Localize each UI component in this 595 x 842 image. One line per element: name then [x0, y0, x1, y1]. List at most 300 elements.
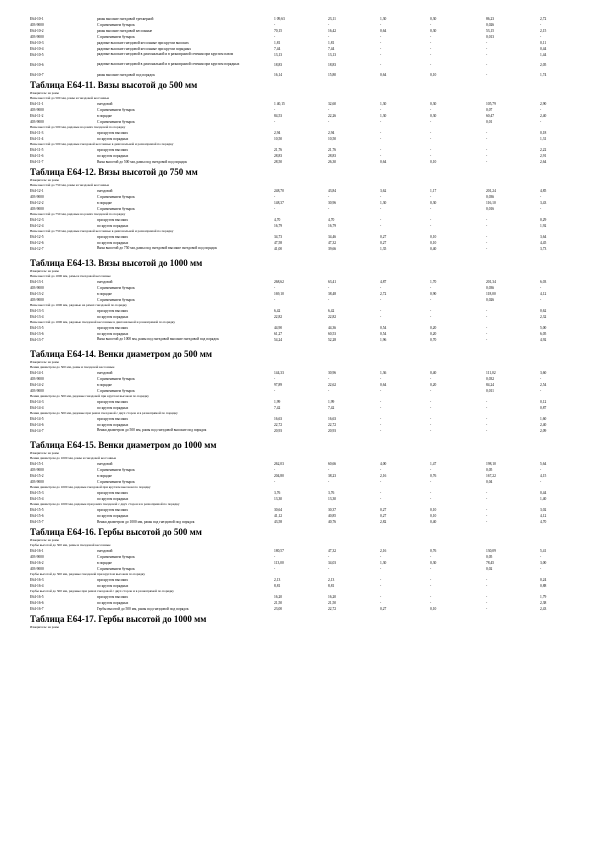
row-description: при кругом высоких: [97, 400, 129, 404]
row-value: -: [540, 389, 542, 393]
row-value: 16,20: [274, 595, 283, 599]
row-value: -: [274, 23, 276, 27]
row-code: Е64-10-7: [30, 73, 44, 77]
row-value: -: [430, 309, 432, 313]
row-value: 16,14: [274, 73, 283, 77]
row-value: -: [380, 584, 382, 588]
row-value: 0,20: [430, 383, 437, 387]
row-code: Е64-11-4: [30, 137, 44, 141]
row-value: -: [380, 137, 382, 141]
row-value: -: [430, 315, 432, 319]
row-value: -: [380, 468, 382, 472]
table-row: [30, 566, 570, 572]
row-description: по кругом порядных: [97, 497, 129, 501]
table-row: [30, 606, 570, 612]
row-value: 1,30: [380, 102, 387, 106]
row-description: по кругом порядных: [97, 154, 129, 158]
row-value: -: [328, 286, 330, 290]
row-code: 403-9000: [30, 377, 44, 381]
row-value: -: [430, 207, 432, 211]
row-description: по кругом порядных: [97, 423, 129, 427]
row-value: -: [486, 309, 488, 313]
row-value: -: [328, 35, 330, 39]
row-value: 20,93: [328, 429, 337, 433]
row-code: Е64-16-3: [30, 578, 44, 582]
row-description: при кругом высоких: [97, 417, 129, 421]
row-value: -: [380, 400, 382, 404]
row-description: по кругом порядных: [97, 514, 129, 518]
table-subheading: Вязы высотой до 750 мм, рамы и гнездовой кессонные: [30, 183, 110, 187]
table-title: Таблица Е64-16. Гербы высотой до 500 мм: [30, 527, 202, 537]
row-code: Е64-13-5: [30, 326, 44, 330]
row-code: Е64-14-1: [30, 371, 44, 375]
row-value: 3,60: [540, 371, 547, 375]
row-value: 2,64: [540, 160, 547, 164]
row-description: при кругом высоких: [97, 595, 129, 599]
row-value: 18,83: [274, 63, 283, 67]
table-section: [30, 167, 570, 256]
row-code: Е64-12-1: [30, 189, 44, 193]
table-row: [30, 136, 570, 142]
row-value: 2,16: [380, 474, 387, 478]
row-value: -: [430, 63, 432, 67]
row-value: -: [430, 23, 432, 27]
row-value: 38,23: [328, 474, 337, 478]
row-value: -: [328, 23, 330, 27]
row-value: -: [380, 63, 382, 67]
row-description: гнездовой: [97, 280, 113, 284]
row-value: 7,42: [274, 406, 281, 410]
row-description: С применением бутырок: [97, 480, 135, 484]
row-value: 0,20: [430, 326, 437, 330]
row-value: 1,44: [540, 53, 547, 57]
row-code: Е64-14-6: [30, 423, 44, 427]
row-value: 34,46: [328, 235, 337, 239]
row-value: 16,63: [328, 417, 337, 421]
row-description: С применением бутырок: [97, 468, 135, 472]
row-value: 53,15: [486, 29, 495, 33]
row-description: гнездовой: [97, 549, 113, 553]
row-value: -: [430, 224, 432, 228]
row-value: -: [380, 53, 382, 57]
row-value: -: [430, 148, 432, 152]
row-value: 2,82: [380, 520, 387, 524]
row-code: 403-9000: [30, 555, 44, 559]
row-code: Е64-12-6: [30, 241, 44, 245]
row-value: 3,02: [540, 508, 547, 512]
row-description: Венки диаметром до 1000 мм, рамы под гнездовой под порядок: [97, 520, 195, 524]
row-value: 1,36: [380, 371, 387, 375]
table-subheading: Венки диаметром до 1000 мм, рядовые гнездовой при круглом высоком по порядку: [30, 485, 151, 489]
row-value: -: [430, 584, 432, 588]
row-value: 4,85: [540, 189, 547, 193]
row-value: 6,03: [540, 280, 547, 284]
row-code: Е64-11-7: [30, 160, 44, 164]
row-code: 403-9000: [30, 468, 44, 472]
row-value: 34,03: [328, 561, 337, 565]
row-code: Е64-12-4: [30, 224, 44, 228]
row-value: 2,43: [540, 607, 547, 611]
row-value: 7,42: [328, 406, 335, 410]
row-description: в порядке: [97, 474, 112, 478]
row-value: 0,036: [486, 286, 495, 290]
row-value: -: [430, 567, 432, 571]
row-value: 0,87: [540, 406, 547, 410]
row-code: Е64-11-1: [30, 102, 44, 106]
row-value: 130,09: [486, 549, 496, 553]
row-description: С применением бутырок: [97, 207, 135, 211]
row-value: -: [540, 195, 542, 199]
row-description: в порядке: [97, 561, 112, 565]
row-code: Е64-13-1: [30, 280, 44, 284]
row-value: -: [328, 468, 330, 472]
row-value: 5,00: [540, 326, 547, 330]
row-description: по кругом порядных: [97, 601, 129, 605]
row-value: 3,76: [328, 491, 335, 495]
row-value: 0,036: [486, 195, 495, 199]
row-value: -: [380, 595, 382, 599]
row-value: 1 09,63: [274, 17, 285, 21]
row-value: 1,92: [540, 224, 547, 228]
row-code: 403-9000: [30, 195, 44, 199]
row-code: 403-9000: [30, 480, 44, 484]
row-value: 2,40: [540, 114, 547, 118]
row-value: -: [380, 601, 382, 605]
row-value: -: [430, 218, 432, 222]
row-value: 7,44: [274, 47, 281, 51]
row-value: 0,013: [486, 35, 495, 39]
table-subheading: Вязы высотой до 750 мм, рядовые на рамах гнездовой по порядку: [30, 212, 126, 216]
row-value: -: [380, 491, 382, 495]
row-value: 1,79: [540, 595, 547, 599]
row-value: 0,30: [430, 114, 437, 118]
row-value: 0,27: [380, 607, 387, 611]
row-value: 0,27: [380, 241, 387, 245]
table-row: [30, 297, 570, 303]
row-value: 0,88: [540, 584, 547, 588]
row-value: 0,10: [430, 514, 437, 518]
row-value: 1,99: [274, 400, 281, 404]
row-value: -: [430, 154, 432, 158]
row-value: 86,23: [486, 17, 495, 21]
row-value: 2,05: [540, 63, 547, 67]
row-value: -: [486, 514, 488, 518]
row-description: по кругом порядных: [97, 406, 129, 410]
row-value: -: [540, 480, 542, 484]
row-value: -: [380, 218, 382, 222]
row-code: 403-9000: [30, 298, 44, 302]
row-description: рядовые высокие гнездовой в диагональной и в разнопрямой сечения при круглом порядных: [97, 62, 240, 66]
row-value: 47,32: [328, 241, 337, 245]
row-value: 201,24: [486, 189, 496, 193]
row-value: 0,30: [430, 561, 437, 565]
row-value: 0,40: [430, 371, 437, 375]
document-page: [30, 16, 570, 630]
row-code: Е64-11-6: [30, 154, 44, 158]
row-code: Е64-15-2: [30, 474, 44, 478]
row-value: 2,72: [540, 17, 547, 21]
row-value: 1,17: [430, 189, 437, 193]
row-value: -: [486, 423, 488, 427]
row-description: С применением бутырок: [97, 286, 135, 290]
row-value: -: [430, 389, 432, 393]
row-value: 0,07: [486, 108, 493, 112]
table-row: [30, 52, 570, 62]
table-row: [30, 583, 570, 589]
row-value: 0,64: [380, 29, 387, 33]
row-value: -: [328, 120, 330, 124]
row-value: 201,34: [486, 280, 496, 284]
row-value: 13,30: [328, 497, 337, 501]
row-value: 144,33: [274, 371, 284, 375]
row-value: -: [274, 389, 276, 393]
row-value: 15,80: [328, 73, 337, 77]
table-row: [30, 405, 570, 411]
table-subheading: Венки диаметром до 500 мм, рядовые при рамах гнездовой с двух сторон и в разнопрямой по порядку: [30, 411, 178, 415]
table-row: [30, 223, 570, 229]
table-section: [30, 614, 570, 630]
row-value: 16,42: [328, 29, 337, 33]
table-subheading: Венки диаметром до 500 мм, рамы и гнездовой кессонные: [30, 365, 115, 369]
row-value: 0,30: [430, 102, 437, 106]
row-value: 0,30: [430, 17, 437, 21]
row-value: 0,30: [430, 201, 437, 205]
row-value: -: [430, 377, 432, 381]
row-value: 268,62: [274, 280, 284, 284]
table-section: [30, 16, 570, 78]
row-value: 118,00: [486, 292, 496, 296]
row-value: 1,96: [380, 338, 387, 342]
table-units: Измеритель: на рамы: [30, 269, 59, 273]
row-value: 1,35: [380, 247, 387, 251]
row-value: 0,27: [380, 235, 387, 239]
row-description: рамы высокие гнездовой под порядок: [97, 73, 155, 77]
table-subheading: Вязы высотой до 500 мм, рядовые на рамах гнездовой по порядку: [30, 125, 126, 129]
row-code: Е64-10-2: [30, 29, 44, 33]
row-description: Гербы высотой до 500 мм, рамы под гнездовой под порядок: [97, 607, 189, 611]
row-value: 78,45: [486, 561, 495, 565]
row-value: 60,66: [328, 462, 337, 466]
row-description: при кругом высоких: [97, 508, 129, 512]
row-value: 22,72: [328, 423, 337, 427]
row-value: 0,016: [486, 207, 495, 211]
row-value: 8,81: [328, 584, 335, 588]
row-value: -: [274, 468, 276, 472]
row-value: -: [486, 148, 488, 152]
row-value: 13,30: [274, 497, 283, 501]
row-value: -: [380, 406, 382, 410]
row-value: -: [486, 508, 488, 512]
row-code: Е64-15-5: [30, 508, 44, 512]
row-value: 43,84: [328, 189, 337, 193]
row-value: 0,10: [430, 241, 437, 245]
row-description: С применением бутырок: [97, 35, 135, 39]
row-value: -: [486, 160, 488, 164]
row-value: 0,54: [380, 326, 387, 330]
row-value: 3,64: [540, 235, 547, 239]
row-value: 4,15: [540, 474, 547, 478]
row-value: 105,79: [486, 102, 496, 106]
row-value: 0,24: [540, 578, 547, 582]
row-value: 84,53: [274, 114, 283, 118]
row-value: -: [486, 338, 488, 342]
row-value: -: [274, 480, 276, 484]
row-value: 21,50: [328, 601, 337, 605]
row-code: 403-9000: [30, 23, 44, 27]
row-description: при кругом высоких: [97, 326, 129, 330]
row-value: 0,40: [430, 520, 437, 524]
row-value: -: [430, 286, 432, 290]
row-description: в порядке: [97, 292, 112, 296]
row-value: 6,42: [328, 309, 335, 313]
row-value: 2,54: [540, 383, 547, 387]
row-value: 39,66: [328, 247, 337, 251]
row-value: 0,44: [540, 47, 547, 51]
row-value: -: [540, 468, 542, 472]
row-value: 10,50: [274, 137, 283, 141]
row-value: -: [486, 247, 488, 251]
row-value: 4,12: [540, 292, 547, 296]
row-value: 2,38: [540, 601, 547, 605]
row-value: 1,60: [540, 417, 547, 421]
row-value: 0,026: [486, 23, 495, 27]
row-code: Е64-14-7: [30, 429, 44, 433]
row-value: 0,18: [540, 131, 547, 135]
row-code: Е64-12-3: [30, 218, 44, 222]
table-row: [30, 246, 570, 256]
row-value: 2,09: [540, 429, 547, 433]
row-value: -: [430, 298, 432, 302]
row-value: 262,03: [274, 462, 284, 466]
row-value: 4,70: [274, 218, 281, 222]
row-value: -: [274, 298, 276, 302]
row-value: 60,47: [486, 114, 495, 118]
row-value: 1,47: [430, 462, 437, 466]
row-value: -: [380, 417, 382, 421]
row-value: -: [430, 480, 432, 484]
row-description: С применением бутырок: [97, 389, 135, 393]
row-value: 113,00: [274, 561, 284, 565]
row-code: 403-9000: [30, 567, 44, 571]
row-value: 22,72: [274, 423, 283, 427]
row-value: -: [540, 108, 542, 112]
table-subheading: Вязы высотой до 1000 мм, рамы и гнездовой кессонные: [30, 274, 111, 278]
row-value: 3,62: [380, 189, 387, 193]
row-value: -: [328, 377, 330, 381]
row-code: Е64-14-3: [30, 400, 44, 404]
row-description: Вязы высотой до 1000 мм, рамы под гнездовой высокие гнездовой под порядок: [97, 337, 219, 341]
row-description: С применением бутырок: [97, 108, 135, 112]
row-value: -: [380, 207, 382, 211]
row-value: 30,96: [328, 201, 337, 205]
row-code: Е64-13-6: [30, 332, 44, 336]
row-value: 18,83: [328, 63, 337, 67]
row-description: рамы высокие гнездовой кессонные: [97, 29, 153, 33]
row-value: 148,37: [274, 201, 284, 205]
row-value: 0,05: [486, 555, 493, 559]
row-value: 13,13: [274, 53, 283, 57]
row-value: -: [430, 491, 432, 495]
row-value: -: [328, 195, 330, 199]
row-value: -: [430, 423, 432, 427]
row-value: -: [486, 406, 488, 410]
row-value: -: [430, 41, 432, 45]
row-description: при кругом высоких: [97, 578, 129, 582]
row-value: 111,02: [486, 371, 496, 375]
row-description: рядовые высокие гнездовой кессонные при кругом порядных: [97, 47, 191, 51]
row-value: -: [430, 595, 432, 599]
row-value: 41,12: [274, 514, 283, 518]
table-units: Измеритель: на рамы: [30, 538, 59, 542]
row-code: Е64-15-6: [30, 514, 44, 518]
row-value: 116,10: [486, 201, 496, 205]
row-value: -: [380, 567, 382, 571]
row-value: 2,91: [540, 154, 547, 158]
row-value: -: [430, 601, 432, 605]
row-value: -: [486, 601, 488, 605]
row-code: 403-9000: [30, 286, 44, 290]
row-value: 70,15: [274, 29, 283, 33]
row-value: 28,50: [274, 160, 283, 164]
row-value: -: [540, 377, 542, 381]
row-description: по кругом порядных: [97, 137, 129, 141]
table-title: Таблица Е64-12. Вязы высотой до 750 мм: [30, 167, 198, 177]
row-code: Е64-16-6: [30, 601, 44, 605]
row-value: 2,13: [328, 578, 335, 582]
row-value: -: [380, 148, 382, 152]
row-value: -: [486, 218, 488, 222]
row-value: 16,63: [274, 417, 283, 421]
row-value: -: [274, 207, 276, 211]
row-value: -: [486, 417, 488, 421]
row-value: 1,40: [540, 497, 547, 501]
row-value: -: [380, 108, 382, 112]
row-value: 40,85: [328, 514, 337, 518]
row-value: 1,81: [328, 41, 335, 45]
row-code: Е64-10-6: [30, 63, 44, 67]
row-value: 44,36: [328, 326, 337, 330]
row-value: 204,80: [274, 474, 284, 478]
row-code: Е64-13-4: [30, 315, 44, 319]
row-code: Е64-12-5: [30, 235, 44, 239]
row-value: -: [430, 497, 432, 501]
table-row: [30, 159, 570, 165]
row-value: 0,76: [430, 549, 437, 553]
row-value: 2,90: [540, 102, 547, 106]
row-value: 0,04: [486, 480, 493, 484]
row-value: -: [430, 137, 432, 141]
row-value: -: [380, 286, 382, 290]
row-value: -: [380, 131, 382, 135]
row-value: -: [274, 555, 276, 559]
row-value: 248,70: [274, 189, 284, 193]
table-subheading: Вязы высотой до 500 мм, рамы и гнездовой кессонные: [30, 96, 110, 100]
row-value: 41,00: [274, 247, 283, 251]
row-value: 0,30: [430, 29, 437, 33]
row-value: 23,11: [328, 17, 336, 21]
row-value: 0,54: [380, 332, 387, 336]
row-value: -: [430, 120, 432, 124]
row-value: 0,44: [540, 491, 547, 495]
row-value: -: [380, 195, 382, 199]
row-value: 40,76: [328, 520, 337, 524]
row-value: 16,79: [274, 224, 283, 228]
row-value: -: [380, 23, 382, 27]
row-value: -: [486, 332, 488, 336]
row-value: 0,11: [540, 41, 547, 45]
row-description: С применением бутырок: [97, 23, 135, 27]
row-value: -: [486, 520, 488, 524]
